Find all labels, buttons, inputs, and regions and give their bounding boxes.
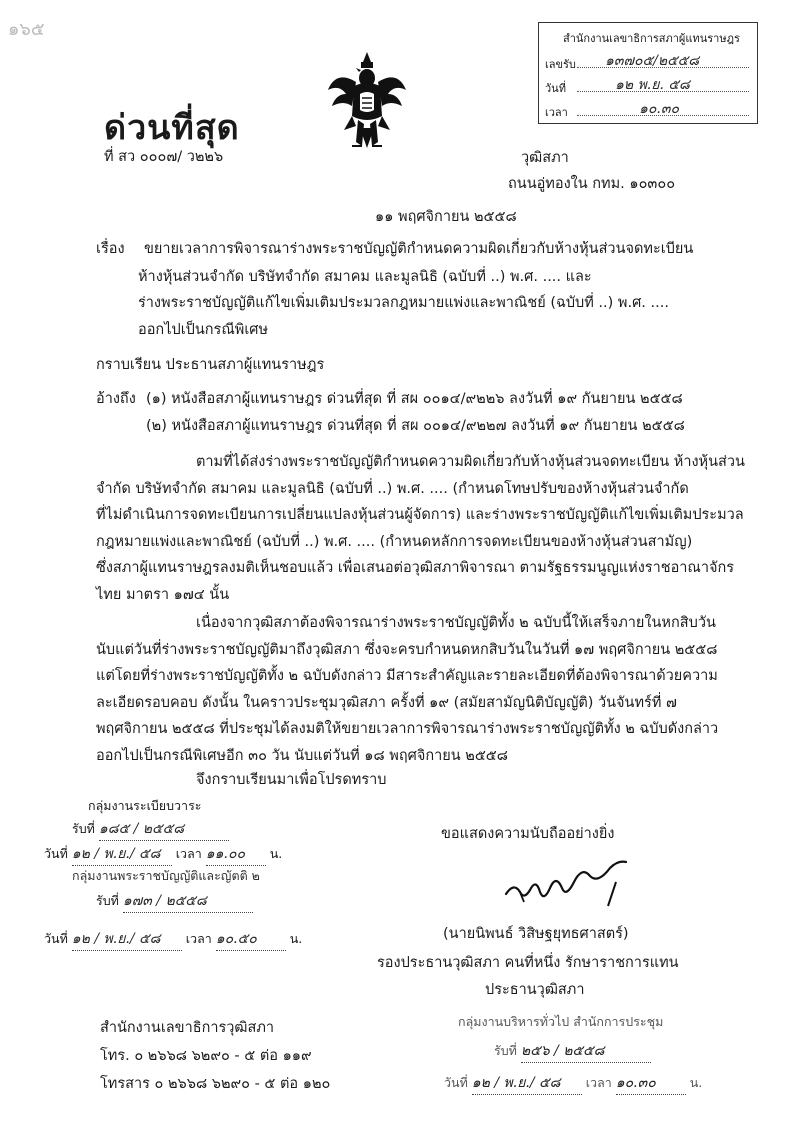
- closing-phrase: ขอแสดงความนับถืออย่างยิ่ง: [441, 826, 615, 842]
- receipt3-date-time: [444, 1072, 702, 1095]
- stamp-office: สำนักงานเลขาธิการสภาผู้แทนราษฎร: [563, 32, 740, 45]
- receipt3-time-label: เวลา: [585, 1075, 612, 1090]
- salutation: กราบเรียน ประธานสภาผู้แทนราษฎร: [96, 357, 325, 373]
- receipt2-no: [96, 890, 253, 913]
- stamp-time-value: ๑๐.๓๐: [639, 101, 679, 117]
- reference-item-2: (๒) หนังสือสภาผู้แทนราษฎร ด่วนที่สุด ที่ สผ ๐๐๑๔/๙๒๒๗ ลงวันที่ ๑๙ กันยายน ๒๕๕๘: [146, 418, 685, 434]
- receipt2-time-value: ๑๐.๕๐: [216, 928, 286, 951]
- reference-number: ที่ สว ๐๐๐๗/ ว๒๒๖: [104, 149, 224, 165]
- receipt1-time-label: เวลา: [175, 846, 202, 861]
- stamp-receipt-label: เลขรับ: [545, 58, 576, 71]
- receipt1-no-value: ๑๘๕ / ๒๕๕๘: [99, 818, 229, 841]
- signature-image: [500, 852, 640, 912]
- receipt2-date-label: วันที่: [44, 931, 68, 946]
- page-number: ๑๖๕: [8, 19, 45, 40]
- receipt3-no-label: รับที่: [494, 1043, 517, 1058]
- receipt2-group: กลุ่มงานพระราชบัญญัติและญัตติ ๒: [72, 868, 260, 883]
- para2-line-5: พฤศจิกายน ๒๕๕๘ ที่ประชุมได้ลงมติให้ขยายเวลาการพิจารณาร่างพระราชบัญญัติทั้ง ๒ ฉบับดังกล่าว: [96, 721, 719, 737]
- signatory-position-1: รองประธานวุฒิสภา คนที่หนึ่ง รักษาราชการแทน: [377, 955, 679, 971]
- para2-line-2: นับแต่วันที่ร่างพระราชบัญญัติมาถึงวุฒิสภา ซึ่งจะครบกำหนดหกสิบวันในวันที่ ๑๗ พฤศจิกายน ๒๕๕๘: [96, 641, 718, 658]
- para1-line-4: กฎหมายแพ่งและพาณิชย์ (ฉบับที่ ..) พ.ศ. .... (กำหนดหลักการจดทะเบียนของห้างหุ้นส่วนสามัญ): [96, 533, 693, 550]
- body-paragraph-2: [96, 610, 718, 769]
- receipt2-time-label: เวลา: [185, 931, 212, 946]
- sender-address: ถนนอู่ทองใน กทม. ๑๐๓๐๐: [508, 176, 676, 192]
- receipt3-time-suffix: น.: [689, 1075, 703, 1090]
- receipt3-time-value: ๑๐.๓๐: [616, 1072, 686, 1095]
- para2-line-6: ออกไปเป็นกรณีพิเศษอีก ๓๐ วัน นับแต่วันที่ ๑๘ พฤศจิกายน ๒๕๕๘: [96, 747, 508, 764]
- para2-line-4: ละเอียดรอบคอบ ดังนั้น ในคราวประชุมวุฒิสภา ครั้งที่ ๑๙ (สมัยสามัญนิติบัญญัติ) วันจันทร์ที่ ๗: [96, 694, 677, 711]
- signatory-name: (นายนิพนธ์ วิสิษฐยุทธศาสตร์): [443, 926, 629, 942]
- para1-line-6: ไทย มาตรา ๑๗๔ นั้น: [96, 586, 230, 603]
- receipt-stamp: [538, 22, 758, 124]
- garuda-emblem-icon: [326, 50, 408, 150]
- footer-fax: โทรสาร ๐ ๒๖๖๘ ๖๒๙๐ - ๕ ต่อ ๑๒๐: [100, 1076, 331, 1092]
- receipt3-no-value: ๒๕๖ / ๒๕๕๘: [521, 1040, 651, 1063]
- urgency-label: ด่วนที่สุด: [104, 108, 240, 148]
- receipt2-no-label: รับที่: [96, 893, 119, 908]
- receipt1-date-label: วันที่: [44, 846, 68, 861]
- receipt1-time-value: ๑๑.๐๐: [206, 843, 266, 866]
- reference-item-1: (๑) หนังสือสภาผู้แทนราษฎร ด่วนที่สุด ที่ สผ ๐๐๑๔/๙๒๒๖ ลงวันที่ ๑๙ กันยายน ๒๕๕๘: [146, 391, 683, 407]
- subject-line-3: ร่างพระราชบัญญัติแก้ไขเพิ่มเติมประมวลกฎหมายแพ่งและพาณิชย์ (ฉบับที่ ..) พ.ศ. ....: [138, 295, 669, 311]
- footer-phone: โทร. ๐ ๒๖๖๘ ๖๒๙๐ - ๕ ต่อ ๑๑๙: [100, 1048, 312, 1064]
- receipt3-group: กลุ่มงานบริหารทั่วไป สำนักการประชุม: [458, 1014, 664, 1029]
- stamp-receipt-value: ๑๓๗๐๕/๒๕๕๘: [605, 53, 700, 69]
- body-paragraph-1: [96, 449, 745, 608]
- subject-label: เรื่อง: [96, 241, 125, 257]
- stamp-time-label: เวลา: [545, 106, 568, 119]
- subject-line-1: ขยายเวลาการพิจารณาร่างพระราชบัญญัติกำหนดความผิดเกี่ยวกับห้างหุ้นส่วนจดทะเบียน: [144, 241, 694, 257]
- receipt2-date-value: ๑๒ / พ.ย./ ๕๘: [72, 928, 182, 951]
- para1-line-1: ตามที่ได้ส่งร่างพระราชบัญญัติกำหนดความผิดเกี่ยวกับห้างหุ้นส่วนจดทะเบียน ห้างหุ้นส่วน: [196, 454, 745, 470]
- receipt1-date-value: ๑๒ / พ.ย./ ๕๘: [72, 843, 172, 866]
- para1-line-5: ซึ่งสภาผู้แทนราษฎรลงมติเห็นชอบแล้ว เพื่อเสนอต่อวุฒิสภาพิจารณา ตามรัฐธรรมนูญแห่งราชอาณาจักร: [96, 560, 735, 576]
- receipt3-date-value: ๑๒ / พ.ย./ ๕๘: [472, 1072, 582, 1095]
- sender-org: วุฒิสภา: [521, 150, 569, 166]
- footer-office: สำนักงานเลขาธิการวุฒิสภา: [100, 1020, 275, 1036]
- receipt2-time-suffix: น.: [289, 931, 303, 946]
- receipt1-time-suffix: น.: [269, 846, 283, 861]
- document-date: ๑๑ พฤศจิกายน ๒๕๕๘: [375, 209, 517, 225]
- receipt2-no-value: ๑๗๓ / ๒๕๕๘: [123, 890, 253, 913]
- para1-line-2: จำกัด บริษัทจำกัด สมาคม และมูลนิธิ (ฉบับที่ ..) พ.ศ. .... (กำหนดโทษปรับของห้างหุ้นส่วนจำกัด: [96, 480, 689, 497]
- receipt1-date-time: [44, 843, 282, 866]
- para2-line-1: เนื่องจากวุฒิสภาต้องพิจารณาร่างพระราชบัญญัติทั้ง ๒ ฉบับนี้ให้เสร็จภายในหกสิบวัน: [196, 615, 716, 631]
- subject-line-2: ห้างหุ้นส่วนจำกัด บริษัทจำกัด สมาคม และมูลนิธิ (ฉบับที่ ..) พ.ศ. .... และ: [138, 269, 592, 285]
- receipt3-no: [494, 1040, 651, 1063]
- signatory-position-2: ประธานวุฒิสภา: [485, 982, 585, 998]
- subject-line-4: ออกไปเป็นกรณีพิเศษ: [138, 322, 269, 338]
- para2-line-3: แต่โดยที่ร่างพระราชบัญญัติทั้ง ๒ ฉบับดังกล่าว มีสาระสำคัญและรายละเอียดที่ต้องพิจารณาด้วยความ: [96, 668, 718, 684]
- stamp-date-label: วันที่: [545, 82, 566, 95]
- para1-line-3: ที่ไม่ดำเนินการจดทะเบียนการเปลี่ยนแปลงหุ้นส่วนผู้จัดการ) และร่างพระราชบัญญัติแก้ไขเพิ่มเติมประมวล: [96, 507, 744, 523]
- receipt1-group: กลุ่มงานระเบียบวาระ: [88, 798, 202, 813]
- closing-request: จึงกราบเรียนมาเพื่อโปรดทราบ: [196, 772, 387, 788]
- receipt3-date-label: วันที่: [444, 1075, 468, 1090]
- receipt1-no: [72, 818, 229, 841]
- receipt2-date-time: [44, 928, 302, 951]
- receipt1-no-label: รับที่: [72, 821, 95, 836]
- references-label: อ้างถึง: [96, 391, 136, 407]
- stamp-date-value: ๑๒ พ.ย. ๕๘: [615, 77, 690, 93]
